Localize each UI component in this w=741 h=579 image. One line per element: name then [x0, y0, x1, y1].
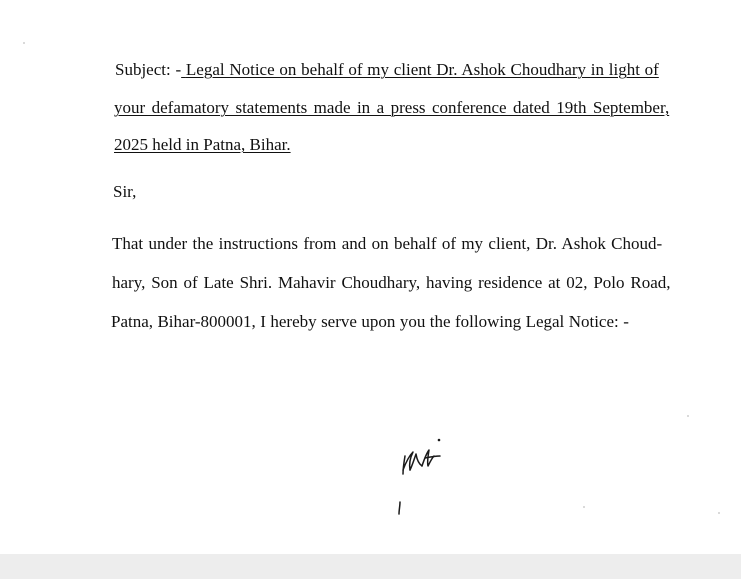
- scan-speck: [583, 506, 585, 508]
- subject-line-3: 2025 held in Patna, Bihar.: [114, 135, 291, 154]
- subject-prefix: Subject: -: [115, 60, 182, 79]
- handwritten-signature: [395, 430, 455, 520]
- subject-line-1: [115, 60, 659, 80]
- body-line-3: Patna, Bihar-800001, I hereby serve upon you the following Legal Notice: -: [111, 312, 629, 331]
- body-line-1: That under the instructions from and on behalf of my client, Dr. Ashok Choud-: [112, 234, 663, 253]
- scan-speck: [23, 42, 25, 44]
- scan-speck: [687, 415, 689, 417]
- scan-speck: [718, 512, 720, 514]
- body-line-2: hary, Son of Late Shri. Mahavir Choudhary, having residence at 02, Polo Road,: [112, 273, 671, 292]
- salutation: Sir,: [113, 182, 137, 201]
- subject-line-2: your defamatory statements made in a press conference dated 19th September,: [114, 98, 670, 117]
- subject-text-1: Legal Notice on behalf of my client Dr. Ashok Choudhary in light of: [185, 60, 659, 79]
- viewer-bottom-band: [0, 554, 741, 579]
